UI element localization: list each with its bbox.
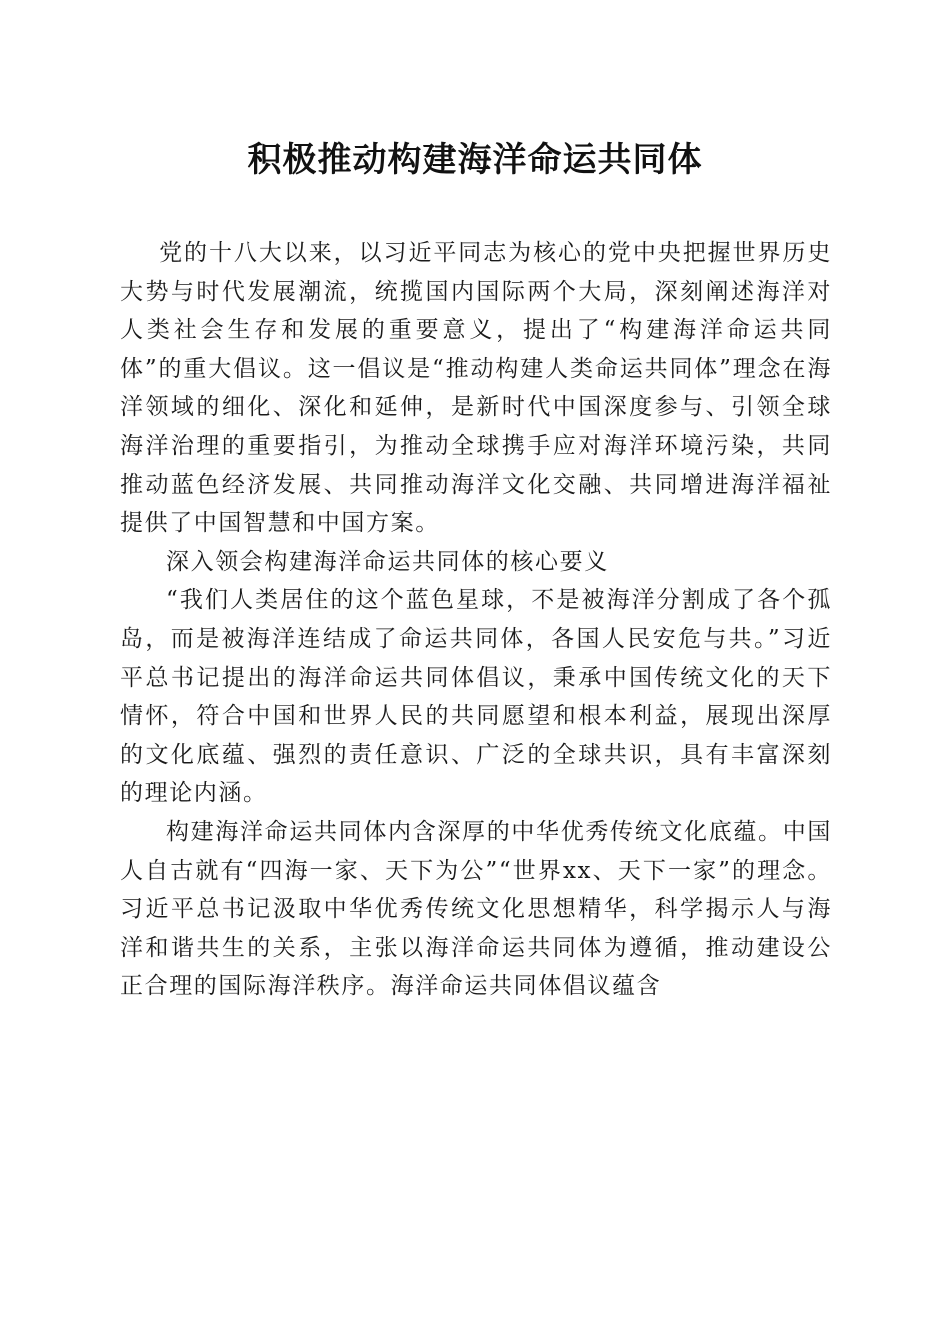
culture-paragraph: 构建海洋命运共同体内含深厚的中华优秀传统文化底蕴。中国人自古就有“四海一家、天下为公”“世界xx、天下一家”的理念。习近平总书记汲取中华优秀传统文化思想精华，科学揭示人与海洋和谐共生的关系，主张以海洋命运共同体为遵循，推动建设公正合理的国际海洋秩序。海洋命运共同体倡议蕴含 — [120, 818, 832, 1000]
quote-paragraph: “我们人类居住的这个蓝色星球，不是被海洋分割成了各个孤岛，而是被海洋连结成了命运共同体，各国人民安危与共。”习近平总书记提出的海洋命运共同体倡议，秉承中国传统文化的天下情怀，符合中国和世界人民的共同愿望和根本利益，展现出深厚的文化底蕴、强烈的责任意识、广泛的全球共识，具有丰富深刻的理论内涵。 — [120, 587, 832, 807]
document-body — [120, 234, 832, 1006]
section-heading: 深入领会构建海洋命运共同体的核心要义 — [166, 548, 609, 575]
document-title: 积极推动构建海洋命运共同体 — [247, 140, 703, 180]
intro-paragraph: 党的十八大以来，以习近平同志为核心的党中央把握世界历史大势与时代发展潮流，统揽国内国际两个大局，深刻阐述海洋对人类社会生存和发展的重要意义，提出了“构建海洋命运共同体”的重大倡议。这一倡议是“推动构建人类命运共同体”理念在海洋领域的细化、深化和延伸，是新时代中国深度参与、引领全球海洋治理的重要指引，为推动全球携手应对海洋环境污染，共同推动蓝色经济发展、共同推动海洋文化交融、共同增进海洋福祉提供了中国智慧和中国方案。 — [120, 240, 832, 537]
